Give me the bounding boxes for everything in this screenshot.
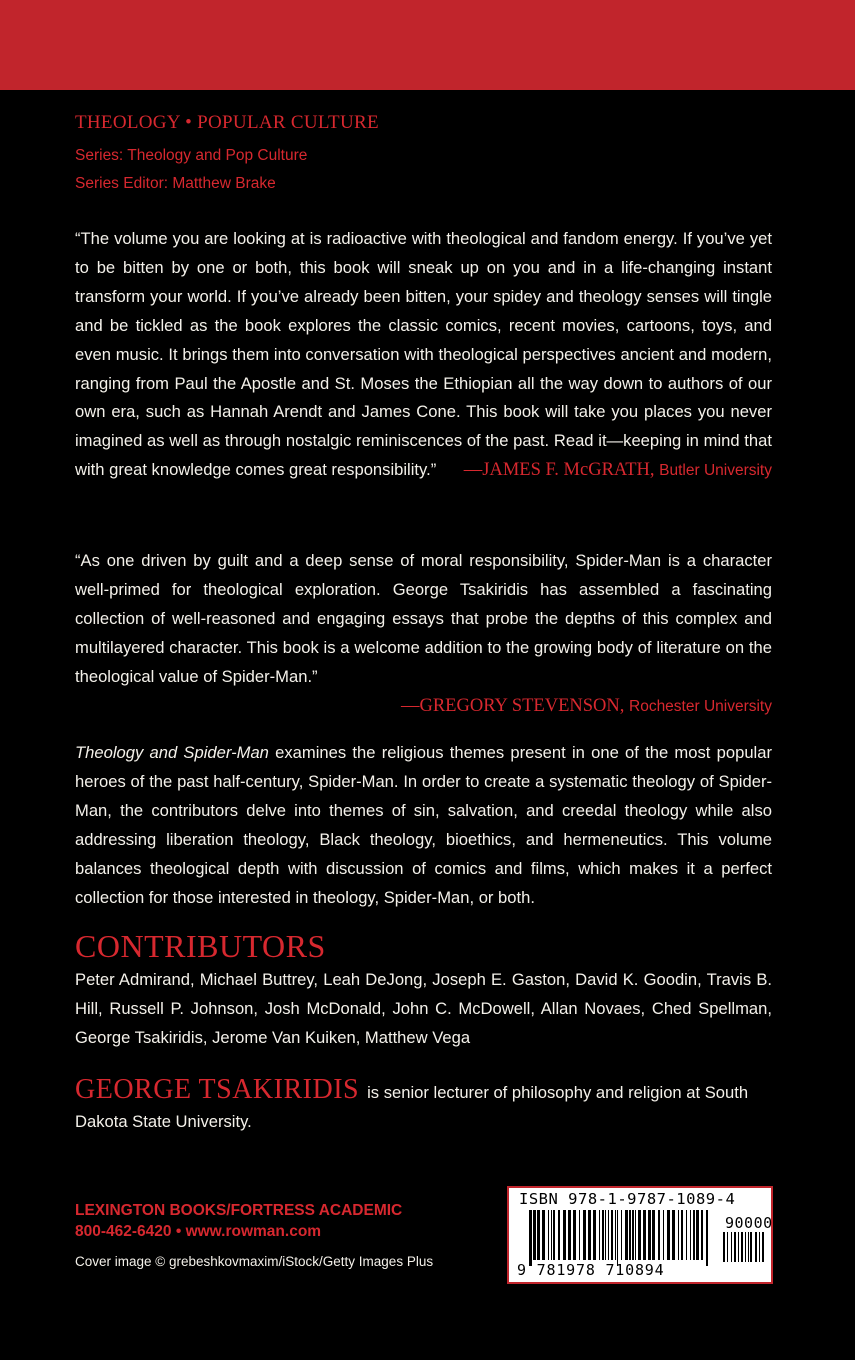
barcode-bar <box>599 1210 600 1260</box>
barcode-bar <box>621 1210 622 1260</box>
barcode-bar <box>602 1210 604 1260</box>
quote-institution: Butler University <box>659 462 772 480</box>
price-bar <box>738 1232 739 1262</box>
price-bar <box>745 1232 746 1262</box>
author-bio: is senior lecturer of philosophy and religion at South Dakota State University. <box>75 1083 749 1131</box>
quote-attribution <box>75 692 772 722</box>
contributors-list: Peter Admirand, Michael Buttrey, Leah DeJong, Joseph E. Gaston, David K. Goodin, Travis B. Hill, Russell P. Johnson, Josh McDonald, John C. McDowell, Allan Novaes, Ched Spellman, George Tsakiridis, Jerome Van Kuiken, Matthew Vega <box>75 970 772 1047</box>
barcode-bar <box>573 1210 576 1260</box>
barcode-bar <box>648 1210 651 1260</box>
barcode-bar <box>658 1210 660 1260</box>
author-name: GEORGE TSAKIRIDIS <box>75 1074 360 1105</box>
price-bar <box>762 1232 764 1262</box>
barcode-bar <box>638 1210 641 1260</box>
price-bar <box>731 1232 732 1262</box>
book-description <box>75 739 772 912</box>
price-bar <box>741 1232 743 1262</box>
barcode-bar <box>625 1210 628 1260</box>
barcode-bar <box>588 1210 591 1260</box>
quote-author: —JAMES F. McGRATH, <box>463 460 655 481</box>
barcode-bar <box>542 1210 545 1260</box>
price-bar <box>755 1232 757 1262</box>
price-bar <box>734 1232 736 1262</box>
barcode-bar <box>706 1210 708 1266</box>
barcode-bar <box>701 1210 703 1260</box>
barcode-digits: 9 781978 710894 <box>517 1261 665 1279</box>
publisher-name: LEXINGTON BOOKS/FORTRESS ACADEMIC <box>75 1202 403 1219</box>
endorsement-quote-2 <box>75 547 772 721</box>
top-color-band <box>0 0 855 90</box>
quote-text: “The volume you are looking at is radioactive with theological and fandom energy. If you’ve yet to be bitten by one or both, this book will sneak up on you and in a life-changing instant transform your world. If you’ve already been bitten, your spidey and theology senses will tingle and be tickled as the book explores the classic comics, recent movies, cartoons, toys, and even music. It brings them into conversation with theological perspectives ancient and modern, ranging from Paul the Apostle and St. Moses the Ethiopian all the way down to authors of our own era, such as Hannah Arendt and James Cone. This book will take you places you never imagined as well as through nostalgic reminiscences of the past. Read it—keeping in mind that with great knowledge comes great responsibility.” <box>75 229 772 480</box>
barcode-bar <box>615 1210 616 1260</box>
barcode-bar <box>537 1210 540 1260</box>
barcode-bar <box>583 1210 586 1260</box>
series-info <box>75 142 307 198</box>
barcode-bar <box>529 1210 532 1266</box>
subject-category: THEOLOGY • POPULAR CULTURE <box>75 112 379 133</box>
price-bar <box>750 1232 752 1262</box>
barcode-bar <box>553 1210 555 1260</box>
barcode-bar <box>678 1210 679 1260</box>
barcode-bar <box>558 1210 560 1260</box>
barcode-bar <box>632 1210 634 1260</box>
barcode-bar <box>611 1210 613 1260</box>
barcode-bar <box>652 1210 655 1260</box>
contributors-heading: CONTRIBUTORS <box>75 928 326 964</box>
barcode-bar <box>629 1210 631 1260</box>
barcode-bar <box>608 1210 609 1260</box>
description-text: examines the religious themes present in one of the most popular heroes of the past half-century, Spider-Man. In order to create a systematic theology of Spider-Man, the contributors delve into themes of sin, salvation, and creedal theology while also addressing liberation theology, Black theology, bioethics, and hermeneutics. This volume balances theological depth with discussion of comics and films, which makes it a perfect collection for those interested in theology, Spider-Man, or both. <box>75 743 772 907</box>
barcode-bar <box>663 1210 664 1260</box>
isbn-number: ISBN 978-1-9787-1089-4 <box>519 1190 736 1208</box>
quote-author: —GREGORY STEVENSON, <box>400 695 625 716</box>
price-bar <box>748 1232 749 1262</box>
barcode-bar <box>593 1210 596 1260</box>
barcode-bar <box>563 1210 566 1260</box>
barcode-bar <box>696 1210 699 1260</box>
about-author <box>75 1075 772 1136</box>
cover-credit: Cover image © grebeshkovmaxim/iStock/Getty Images Plus <box>75 1254 434 1269</box>
book-title: Theology and Spider-Man <box>75 743 269 762</box>
barcode-bar <box>635 1210 636 1260</box>
barcode-bar <box>681 1210 683 1260</box>
price-bar <box>759 1232 760 1262</box>
barcode-bar <box>551 1210 552 1260</box>
barcode-bar <box>667 1210 670 1260</box>
series-editor: Series Editor: Matthew Brake <box>75 175 276 192</box>
publisher-info <box>75 1200 402 1242</box>
price-bar <box>723 1232 725 1262</box>
quote-attribution <box>464 456 772 486</box>
quote-institution: Rochester University <box>629 697 772 715</box>
quote-text: “As one driven by guilt and a deep sense of moral responsibility, Spider-Man is a character well-primed for theological exploration. George Tsakiridis has assembled a fascinating collection of well-reasoned and engaging essays that probe the depths of this complex and multilayered character. This book is a welcome addition to the growing body of literature on the theological value of Spider-Man.” <box>75 551 772 686</box>
publisher-contact: 800-462-6420 • www.rowman.com <box>75 1223 322 1240</box>
barcode-bar <box>579 1210 580 1260</box>
barcode-bar <box>643 1210 646 1260</box>
barcode-bar <box>686 1210 687 1260</box>
barcode-bar <box>568 1210 571 1260</box>
barcode-bar <box>533 1210 536 1260</box>
isbn-barcode <box>507 1186 773 1284</box>
barcode-bar <box>617 1210 618 1266</box>
barcode-bar <box>548 1210 549 1260</box>
endorsement-quote-1 <box>75 225 772 486</box>
barcode-bar <box>672 1210 675 1260</box>
barcode-bar <box>690 1210 691 1260</box>
barcode-bar <box>693 1210 695 1260</box>
barcode-bar <box>605 1210 606 1260</box>
price-bar <box>727 1232 728 1262</box>
series-name: Series: Theology and Pop Culture <box>75 147 308 164</box>
price-code: 90000 <box>725 1214 773 1232</box>
